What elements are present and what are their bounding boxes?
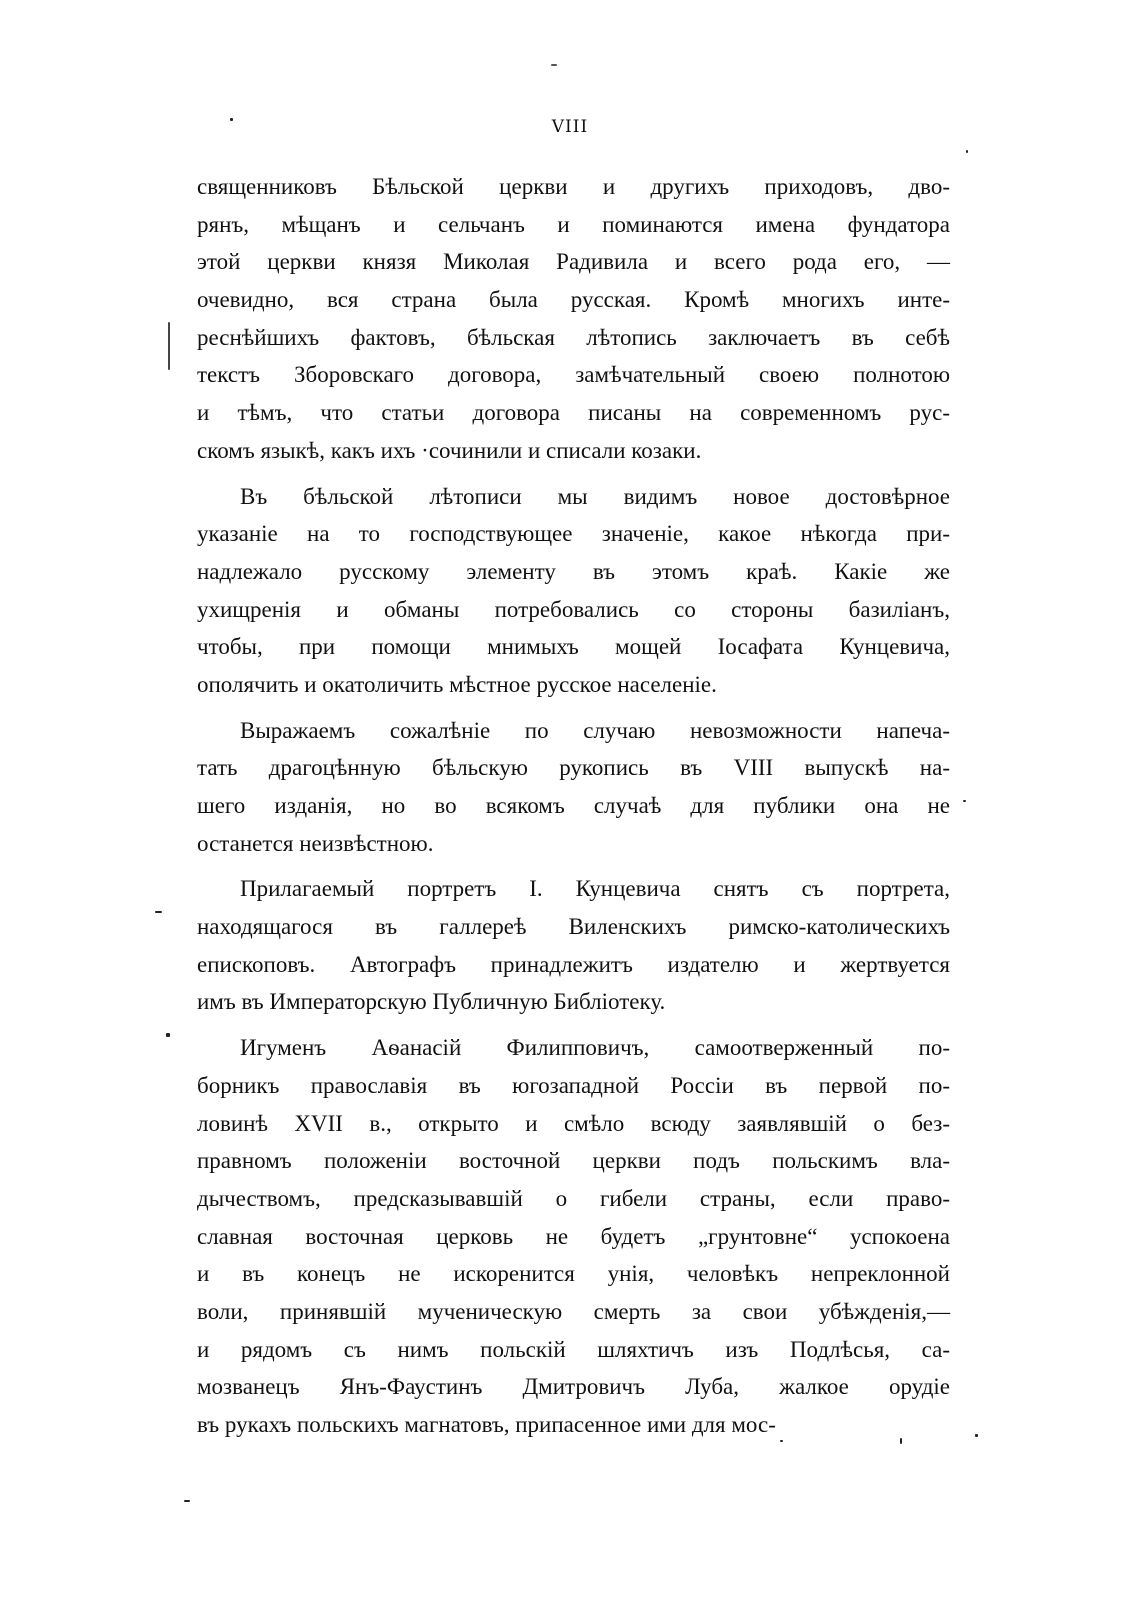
text-line: борникъ православія въ югозападной Россіи въ первой по- bbox=[197, 1072, 950, 1098]
text-line: чтобы, при помощи мнимыхъ мощей Іосафата Кунцевича, bbox=[197, 634, 950, 660]
scan-speck bbox=[166, 1033, 170, 1037]
text-line: очевидно, вся страна была русская. Кромѣ многихъ инте- bbox=[197, 287, 950, 313]
text-line: реснѣйшихъ фактовъ, бѣльская лѣтопись заключаетъ въ себѣ bbox=[197, 324, 950, 350]
text-line: Въ бѣльской лѣтописи мы видимъ новое достовѣрное bbox=[240, 483, 950, 509]
text-line: рянъ, мѣщанъ и сельчанъ и поминаются имена фундатора bbox=[197, 211, 950, 237]
text-line: епископовъ. Автографъ принадлежитъ издателю и жертвуется bbox=[197, 951, 950, 977]
text-line: этой церкви князя Миколая Радивила и всего рода его, — bbox=[197, 249, 950, 275]
text-line: въ рукахъ польскихъ магнатовъ, припасенное ими для мос- bbox=[197, 1412, 776, 1437]
paragraph-gap bbox=[197, 862, 950, 870]
scan-speck bbox=[184, 1500, 190, 1502]
text-line: надлежало русскому элементу въ этомъ краѣ. Какіе же bbox=[197, 558, 950, 584]
text-line: тать драгоцѣнную бѣльскую рукопись въ VIII выпускѣ на- bbox=[197, 755, 950, 781]
text-line: ловинѣ XVII в., открыто и смѣло всюду заявлявшій о без- bbox=[197, 1110, 950, 1136]
text-line: указаніе на то господствующее значеніе, какое нѣкогда при- bbox=[197, 521, 950, 547]
text-line: мозванецъ Янъ-Фаустинъ Дмитровичъ Луба, жалкое орудіе bbox=[197, 1374, 950, 1400]
text-line: шего изданія, но во всякомъ случаѣ для публики она не bbox=[197, 793, 950, 818]
scan-speck bbox=[155, 911, 162, 913]
paragraph bbox=[197, 1029, 950, 1444]
paragraph-gap bbox=[197, 1021, 950, 1029]
scan-speck bbox=[230, 118, 233, 121]
text-line: Выражаемъ сожалѣніе по случаю невозможности напеча- bbox=[240, 717, 950, 743]
text-line: останется неизвѣстною. bbox=[197, 830, 434, 856]
text-line: воли, принявшій мученическую смерть за свои убѣжденія,— bbox=[197, 1298, 950, 1324]
text-line: и въ конецъ не искоренится унія, человѣкъ непреклонной bbox=[197, 1261, 950, 1287]
text-line: текстъ Зборовскаго договора, замѣчательный своею полнотою bbox=[197, 362, 950, 388]
paragraph bbox=[197, 870, 950, 1021]
scan-speck bbox=[963, 800, 966, 802]
text-line: и рядомъ съ нимъ польскій шляхтичъ изъ Подлѣсья, са- bbox=[197, 1336, 950, 1362]
scan-speck bbox=[551, 64, 557, 66]
text-line: Прилагаемый портретъ I. Кунцевича снятъ съ портрета, bbox=[240, 876, 950, 902]
text-line: правномъ положеніи восточной церкви подъ польскимъ вла- bbox=[197, 1148, 950, 1174]
paragraph bbox=[197, 168, 950, 470]
scan-speck bbox=[168, 322, 170, 370]
text-line: дычествомъ, предсказывавшій о гибели страны, если право- bbox=[197, 1185, 950, 1211]
text-line: скомъ языкѣ, какъ ихъ ·сочинили и списали козаки. bbox=[197, 437, 702, 463]
text-line: славная восточная церковь не будетъ „грунтовне“ успокоена bbox=[197, 1223, 950, 1249]
text-line: и тѣмъ, что статьи договора писаны на современномъ рус- bbox=[197, 400, 950, 426]
body-text bbox=[197, 168, 950, 1444]
text-line: священниковъ Бѣльской церкви и другихъ приходовъ, дво- bbox=[197, 174, 950, 199]
scan-speck bbox=[780, 1440, 783, 1442]
scan-speck bbox=[975, 1434, 978, 1437]
paragraph bbox=[197, 712, 950, 863]
text-line: находящагося въ галлереѣ Виленскихъ римско-католическихъ bbox=[197, 914, 950, 940]
paragraph bbox=[197, 478, 950, 704]
scan-speck bbox=[900, 1438, 902, 1444]
text-line: Игуменъ Аѳанасій Филипповичъ, самоотверженный по- bbox=[240, 1035, 950, 1061]
text-line: ополячить и окатоличить мѣстное русское населеніе. bbox=[197, 671, 717, 697]
scan-speck bbox=[966, 150, 968, 153]
paragraph-gap bbox=[197, 704, 950, 712]
paragraph-gap bbox=[197, 470, 950, 478]
text-line: имъ въ Императорскую Публичную Библіотеку. bbox=[197, 989, 666, 1015]
text-line: ухищренія и обманы потребовались со стороны базиліанъ, bbox=[197, 596, 950, 622]
page-number: VIII bbox=[551, 117, 589, 137]
